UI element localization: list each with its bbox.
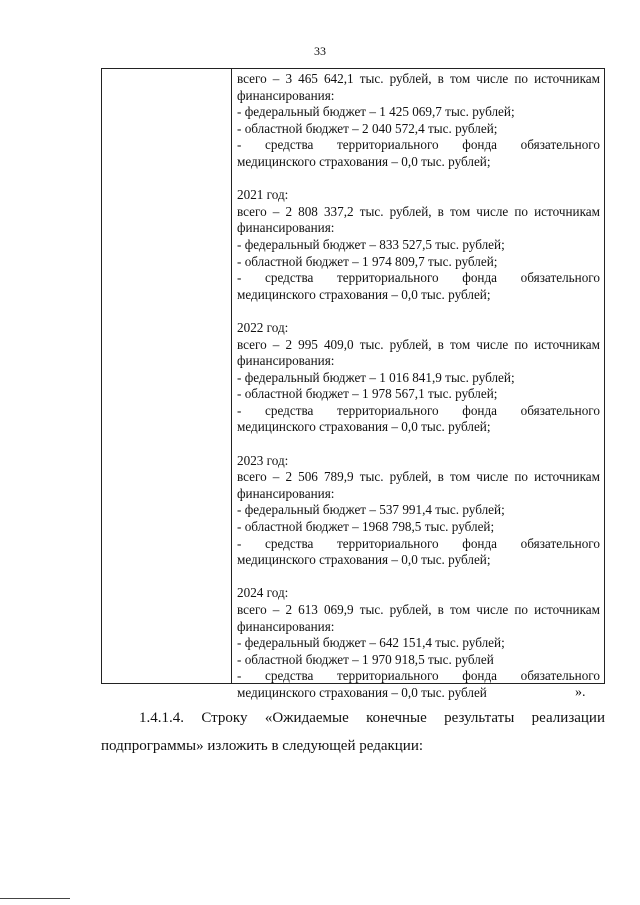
federal-budget-line: - федеральный бюджет – 537 991,4 тыс. рублей;	[237, 502, 505, 518]
year-heading: 2024 год:	[237, 585, 289, 601]
sources-label: финансирования:	[237, 618, 335, 634]
amendment-paragraph-line-2: подпрограммы» изложить в следующей редакции:	[101, 738, 424, 754]
insurance-fund-line-cont: медицинского страхования – 0,0 тыс. рублей;	[237, 153, 491, 169]
insurance-fund-line: - средства территориального фонда обязательного	[237, 402, 600, 418]
insurance-fund-line-cont: медицинского страхования – 0,0 тыс. рублей;	[237, 286, 491, 302]
federal-budget-line: - федеральный бюджет – 1 425 069,7 тыс. рублей;	[237, 104, 515, 120]
page-number: 33	[314, 44, 326, 58]
insurance-fund-line: - средства территориального фонда обязательного	[237, 270, 600, 286]
regional-budget-line: - областной бюджет – 1 978 567,1 тыс. рублей;	[237, 386, 498, 402]
regional-budget-line: - областной бюджет – 1968 798,5 тыс. рублей;	[237, 519, 495, 535]
financing-table	[101, 68, 605, 700]
insurance-fund-line-cont: медицинского страхования – 0,0 тыс. рублей;	[237, 419, 491, 435]
regional-budget-line: - областной бюджет – 2 040 572,4 тыс. рублей;	[237, 120, 498, 136]
sources-label: финансирования:	[237, 87, 335, 103]
insurance-fund-line: - средства территориального фонда обязательного	[237, 535, 600, 551]
year-block-2022	[237, 320, 600, 436]
federal-budget-line: - федеральный бюджет – 833 527,5 тыс. рублей;	[237, 236, 505, 252]
insurance-fund-line: - средства территориального фонда обязательного	[237, 137, 600, 153]
financing-total-block	[237, 71, 600, 171]
year-block-2024	[237, 585, 600, 701]
sources-label: финансирования:	[237, 485, 335, 501]
sources-label: финансирования:	[237, 353, 335, 369]
sources-label: финансирования:	[237, 220, 335, 236]
year-heading: 2021 год:	[237, 187, 289, 203]
bottom-rule	[0, 898, 70, 899]
regional-budget-line: - областной бюджет – 1 974 809,7 тыс. рублей;	[237, 253, 498, 269]
year-block-2021	[237, 187, 600, 303]
federal-budget-line: - федеральный бюджет – 1 016 841,9 тыс. рублей;	[237, 369, 515, 385]
total-line: всего – 2 995 409,0 тыс. рублей, в том числе по источникам	[237, 336, 600, 352]
amendment-paragraph-line-1: 1.4.1.4. Строку «Ожидаемые конечные результаты реализации	[139, 710, 605, 726]
insurance-fund-line-cont: медицинского страхования – 0,0 тыс. рублей	[237, 684, 487, 700]
year-heading: 2023 год:	[237, 452, 289, 468]
total-line: всего – 2 808 337,2 тыс. рублей, в том числе по источникам	[237, 203, 600, 219]
total-line: всего – 2 506 789,9 тыс. рублей, в том числе по источникам	[237, 469, 600, 485]
regional-budget-line: - областной бюджет – 1 970 918,5 тыс. рублей	[237, 651, 494, 667]
year-heading: 2022 год:	[237, 319, 289, 335]
table-label-cell	[102, 69, 232, 683]
insurance-fund-line-cont: медицинского страхования – 0,0 тыс. рублей;	[237, 552, 491, 568]
federal-budget-line: - федеральный бюджет – 642 151,4 тыс. рублей;	[237, 635, 505, 651]
closing-quote: ».	[575, 685, 586, 700]
total-line: всего – 2 613 069,9 тыс. рублей, в том числе по источникам	[237, 602, 600, 617]
table-value-cell	[232, 69, 604, 700]
insurance-fund-line: - средства территориального фонда обязательного	[237, 668, 600, 684]
year-block-2023	[237, 453, 600, 569]
total-line: всего – 3 465 642,1 тыс. рублей, в том числе по источникам	[237, 71, 600, 86]
